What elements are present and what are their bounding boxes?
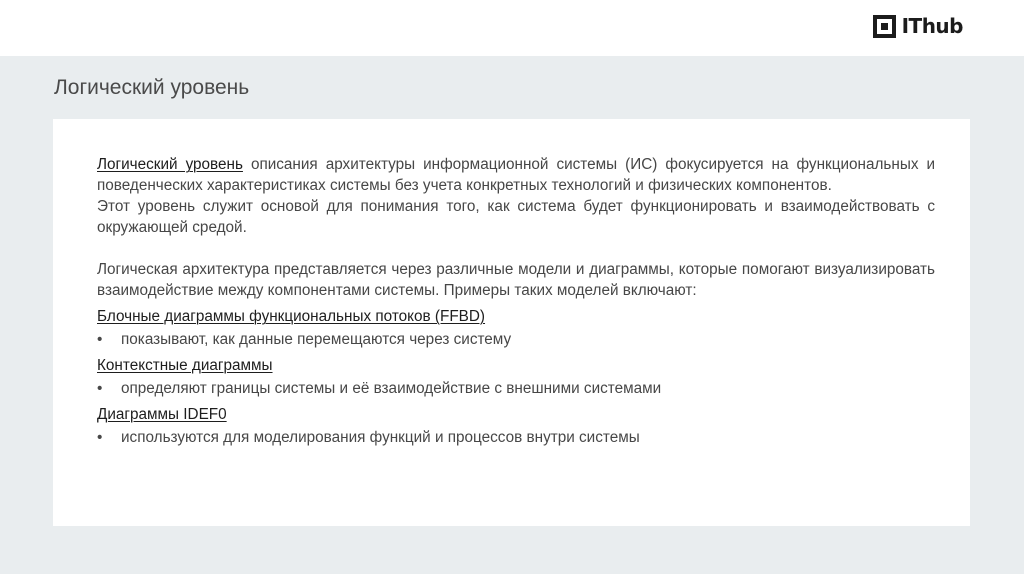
list-item-text: используются для моделирования функций и процессов внутри системы xyxy=(121,429,640,446)
paragraph-intro-lead: Логический уровень xyxy=(97,156,243,173)
bullet-icon: • xyxy=(97,380,103,397)
list-item-text: определяют границы системы и её взаимодействие с внешними системами xyxy=(121,380,662,397)
bullet-icon: • xyxy=(97,331,103,348)
section-idef0 xyxy=(97,404,935,448)
paragraph-models: Логическая архитектура представляется через различные модели и диаграммы, которые помогают визуализировать взаимодействие между компонентами системы. Примеры таких моделей включают: xyxy=(97,261,935,299)
list-item xyxy=(97,427,935,448)
top-bar xyxy=(0,0,1024,56)
paragraph-intro xyxy=(97,154,935,196)
list-item-text: показывают, как данные перемещаются через систему xyxy=(121,331,512,348)
list-item xyxy=(97,329,935,350)
paragraph-purpose: Этот уровень служит основой для понимания того, как система будет функционировать и взаимодействовать с окружающей средой. xyxy=(97,198,935,236)
content-card xyxy=(53,119,970,526)
section-heading: Блочные диаграммы функциональных потоков (FFBD) xyxy=(97,308,486,325)
paragraph-intro-text: описания архитектуры информационной системы (ИС) фокусируется на функциональных и поведенческих характеристиках системы без учета конкретных технологий и физических компонентов. xyxy=(97,156,935,194)
ithub-logo xyxy=(873,12,963,40)
page-title: Логический уровень xyxy=(54,76,250,99)
logo-text: IThub xyxy=(901,14,963,38)
spacer xyxy=(97,238,935,259)
section-context xyxy=(97,355,935,399)
logo-square-icon xyxy=(873,15,896,38)
section-ffbd xyxy=(97,306,935,350)
list-item xyxy=(97,378,935,399)
section-heading: Диаграммы IDEF0 xyxy=(97,406,227,423)
bullet-icon: • xyxy=(97,429,103,446)
section-heading: Контекстные диаграммы xyxy=(97,357,273,374)
